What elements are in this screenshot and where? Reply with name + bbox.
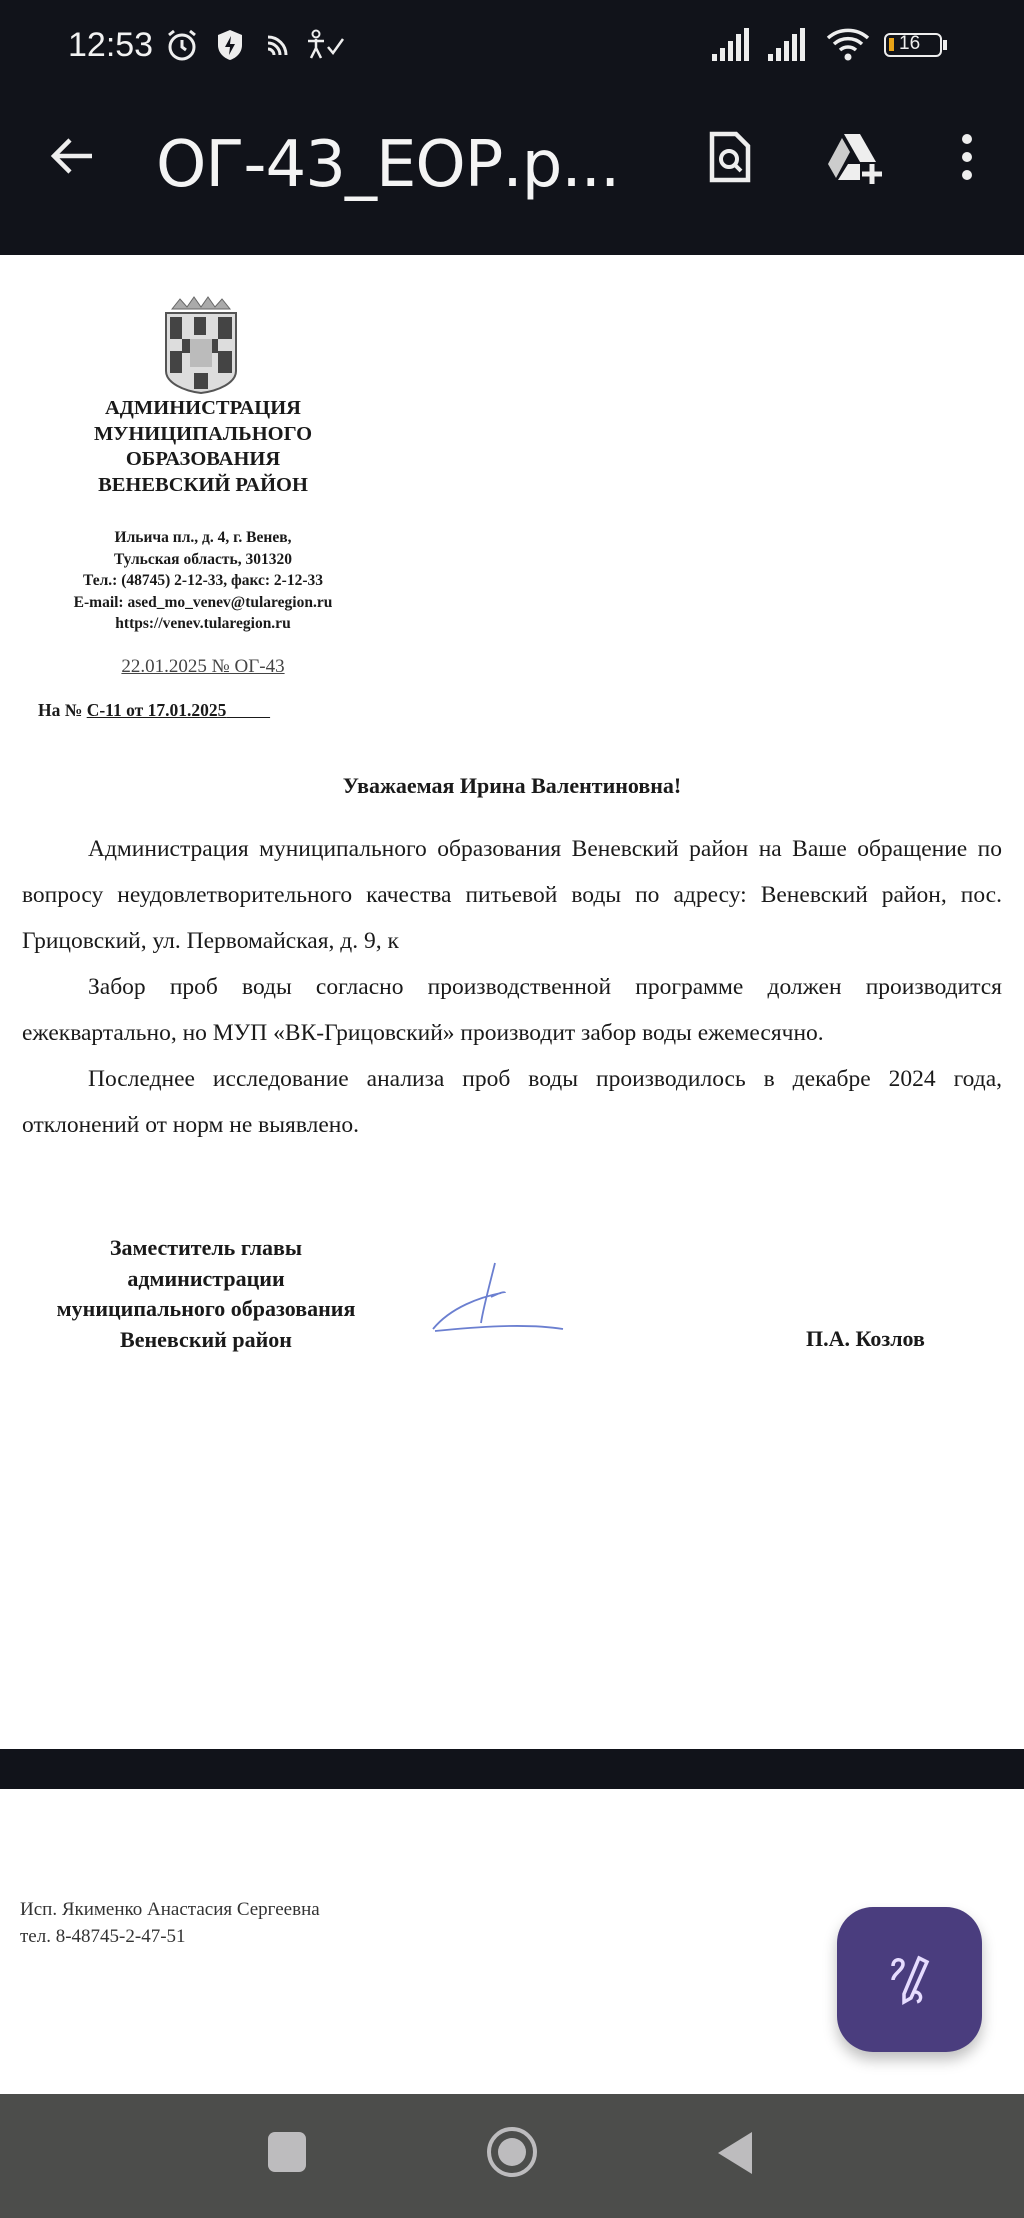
accessibility-icon [306, 28, 346, 62]
document-title: ОГ-43_ЕОР.р... [156, 128, 620, 202]
shield-bolt-icon [216, 28, 244, 62]
battery-icon [884, 28, 947, 62]
organization-address [30, 527, 376, 635]
org-line: ВЕНЕВСКИЙ РАЙОН [98, 473, 308, 496]
home-circle-icon [486, 2126, 538, 2178]
website-line: https://venev.tularegion.ru [115, 615, 291, 632]
page-separator [0, 1749, 1024, 1789]
document-date-number: 22.01.2025 № ОГ-43 [121, 656, 285, 677]
paragraph: Забор проб воды согласно производственной программе должен производится ежеквартально, но МУП «ВК-Грицовский» производит забор воды ежемесячно. [22, 974, 1002, 1046]
signer-title-line: Веневский район [120, 1326, 292, 1352]
signer-title-line: муниципального образования [56, 1296, 356, 1321]
signal-icon [766, 28, 810, 62]
signer-title-line: администрации [127, 1265, 285, 1291]
paragraph: Последнее исследование анализа проб воды производилось в декабре 2024 года, отклонений от норм не выявлено. [22, 1066, 1002, 1138]
address-line: Тел.: (48745) 2-12-33, факс: 2-12-33 [82, 572, 323, 589]
letter-body [22, 826, 1002, 1148]
drive-add-icon [826, 130, 886, 186]
back-nav-button[interactable] [716, 2130, 754, 2181]
pen-annotate-icon [885, 1952, 935, 2008]
home-button[interactable] [486, 2126, 538, 2183]
search-document-button[interactable] [706, 130, 754, 189]
top-bar [0, 0, 1024, 255]
signal-icon [710, 28, 754, 62]
battery-level: 16 [899, 33, 921, 54]
alarm-icon [164, 28, 200, 62]
address-line: Тульская область, 301320 [114, 550, 292, 568]
reply-ref: С-11 от 17.01.2025 [86, 700, 227, 720]
search-document-icon [706, 130, 754, 184]
organization-name [30, 396, 376, 498]
org-line: МУНИЦИПАЛЬНОГО [93, 422, 313, 445]
reply-reference [38, 700, 270, 721]
recents-button[interactable] [268, 2132, 306, 2172]
back-button[interactable] [46, 134, 96, 183]
more-options-button[interactable] [952, 132, 982, 187]
email-line: E-mail: ased_mo_venev@tularegion.ru [73, 593, 333, 611]
paragraph: Администрация муниципального образования Веневский район на Ваше обращение по вопросу неудовлетворительного качества питьевой воды по адресу: Веневский район, пос. Грицовский, ул. Первомайская, д. 9, к [22, 836, 1002, 954]
signer-title [20, 1233, 392, 1355]
greeting: Уважаемая Ирина Валентиновна! [342, 773, 682, 798]
signer-title-line: Заместитель главы [109, 1235, 303, 1260]
status-time: 12:53 [68, 26, 154, 64]
executor-name: Исп. Якименко Анастасия Сергеевна [20, 1899, 320, 1920]
more-vert-icon [952, 132, 982, 182]
signer-name: П.А. Козлов [806, 1326, 925, 1351]
wifi-icon [826, 28, 870, 62]
annotate-button[interactable] [837, 1907, 982, 2052]
document-page [0, 255, 1024, 1749]
navigation-bar [0, 2094, 1024, 2218]
back-arrow-icon [46, 134, 96, 178]
org-line: ОБРАЗОВАНИЯ [125, 448, 281, 470]
coat-of-arms-emblem [158, 295, 244, 400]
cast-icon [264, 28, 292, 62]
back-triangle-icon [716, 2130, 754, 2176]
drive-add-button[interactable] [826, 130, 886, 191]
org-line: АДМИНИСТРАЦИЯ [105, 397, 301, 419]
handwritten-signature [431, 1257, 566, 1342]
executor-phone: тел. 8-48745-2-47-51 [20, 1926, 186, 1947]
reply-prefix: На № [38, 700, 83, 720]
address-line: Ильича пл., д. 4, г. Венев, [114, 529, 292, 546]
